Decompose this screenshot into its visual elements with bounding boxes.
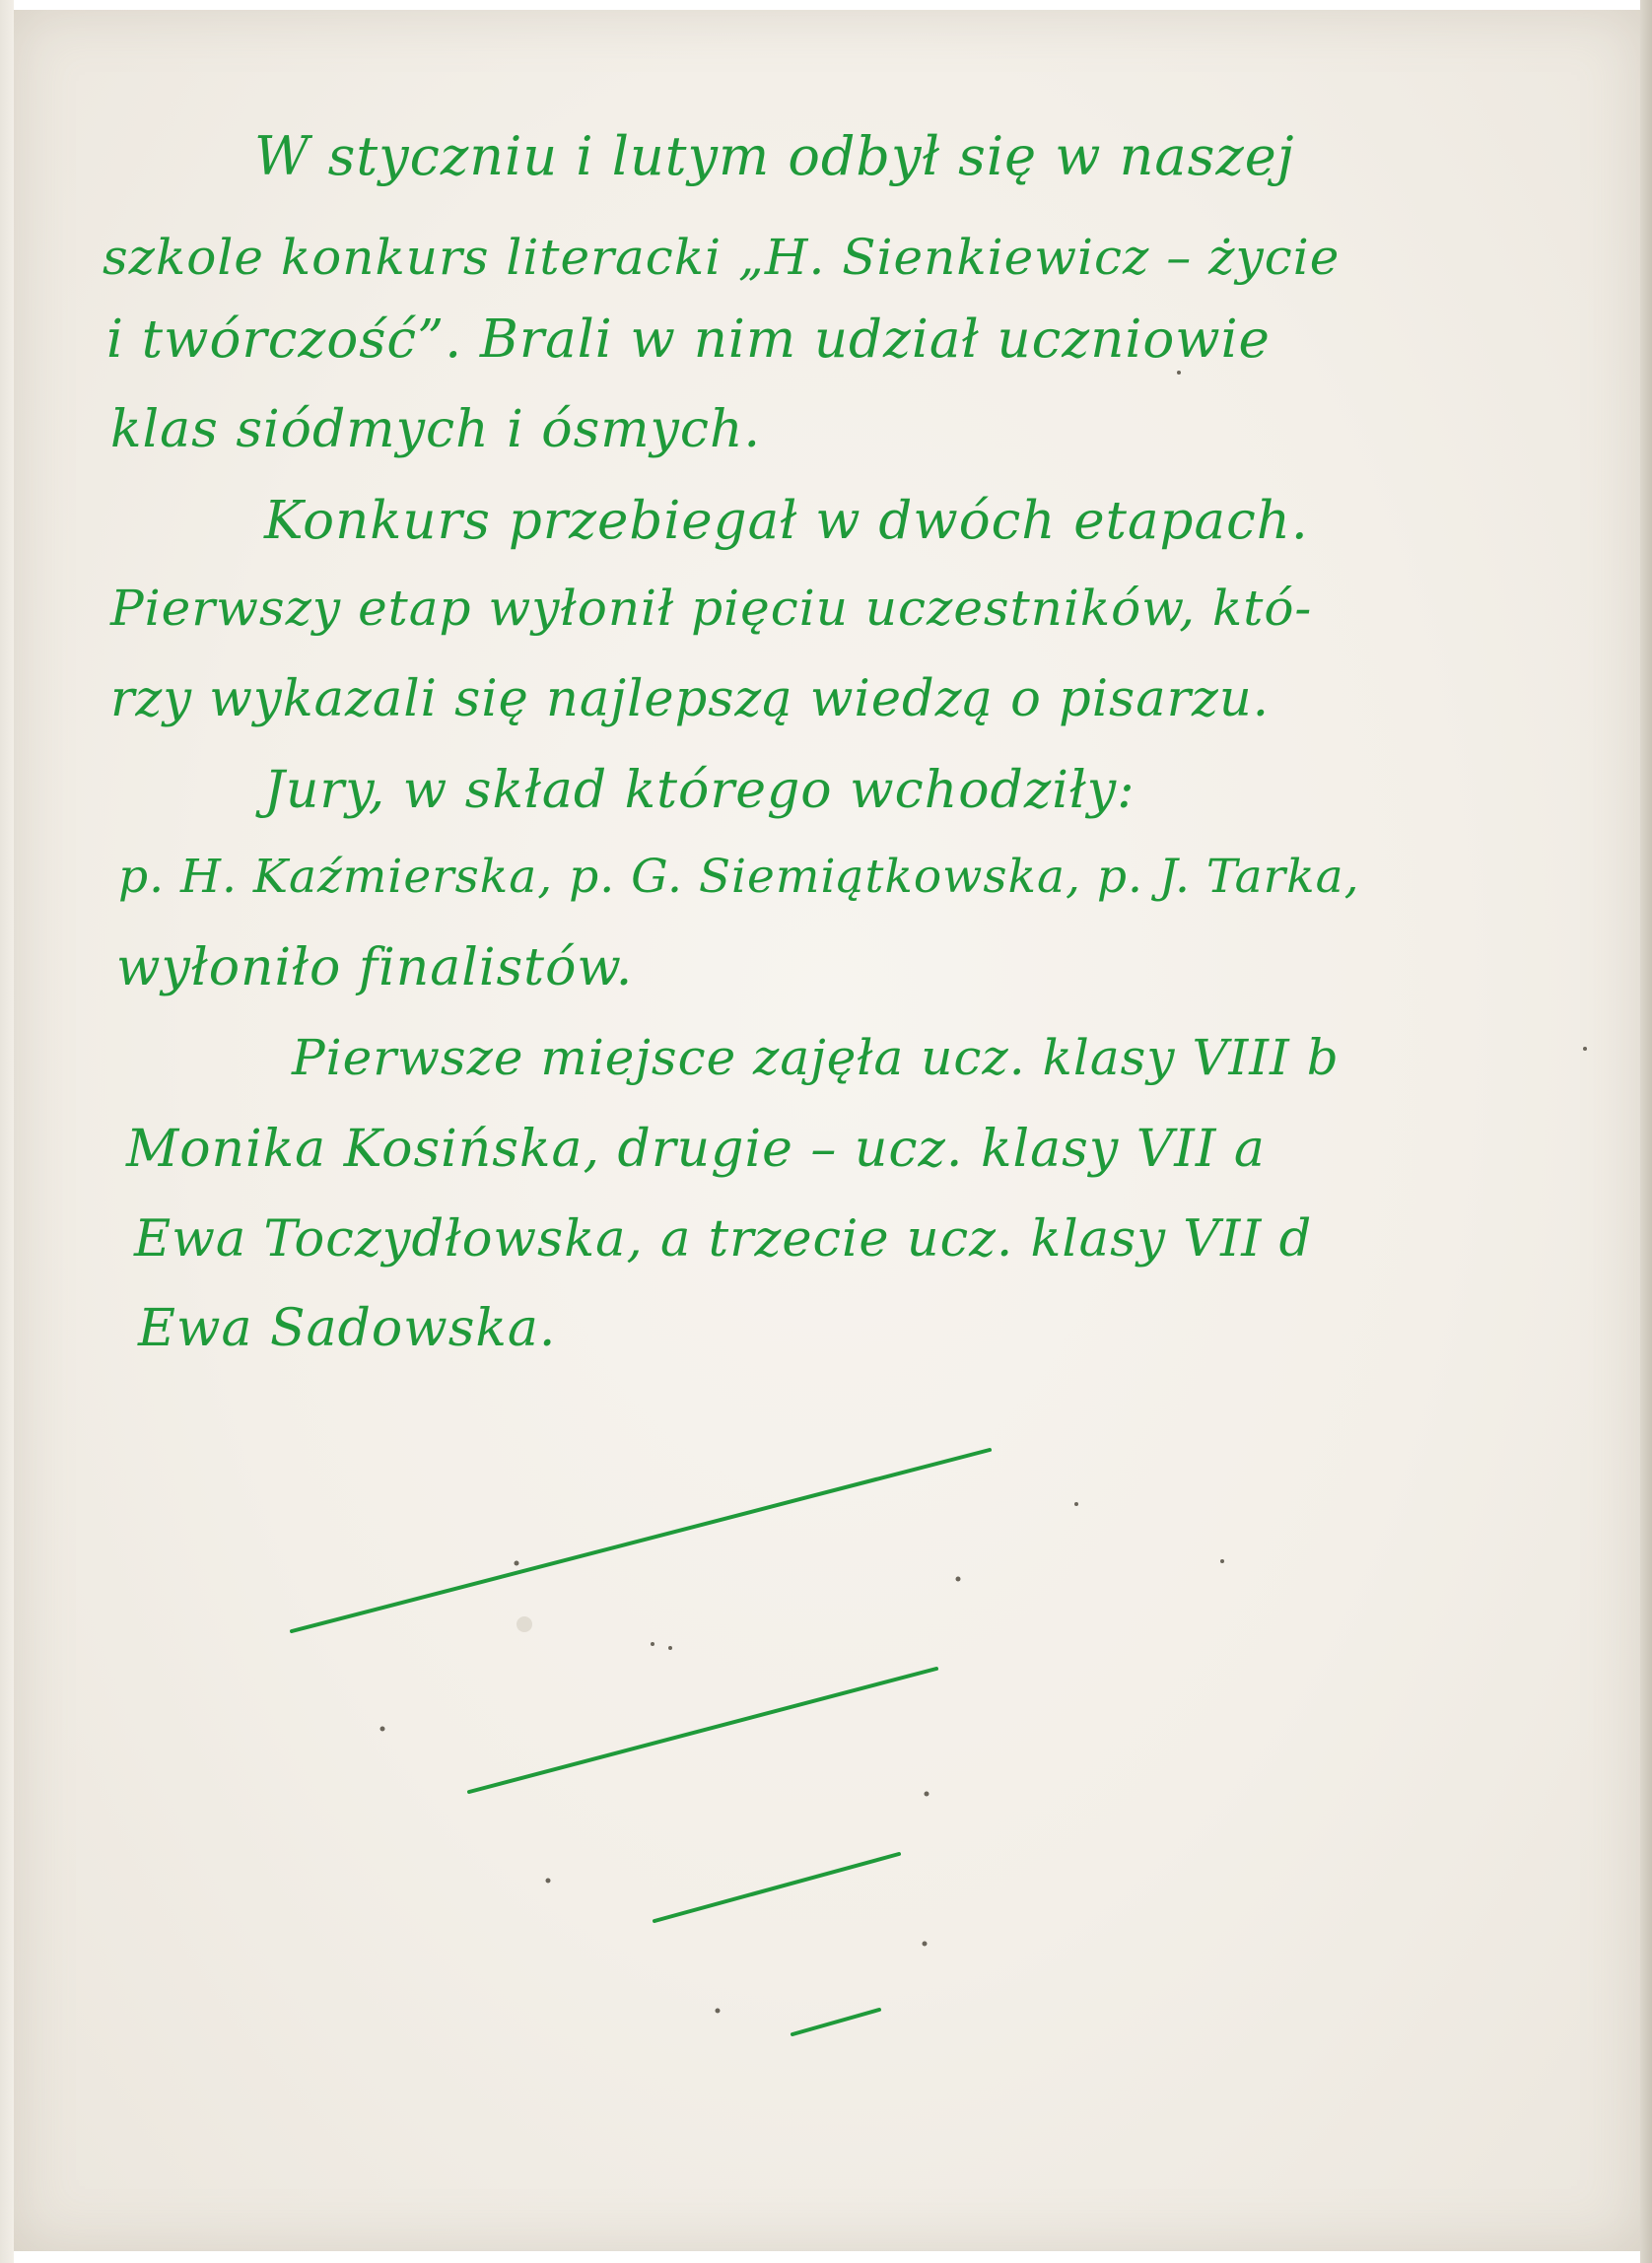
text-line-4: klas siódmych i ósmych. [110,400,762,459]
paper-speck [925,1792,929,1797]
paper-speck [1074,1502,1078,1506]
text-line-8: Jury, w skład którego wchodziły: [264,761,1136,820]
decorative-line-3 [654,1854,899,1921]
paper-stain [516,1616,532,1632]
decorative-line-4 [792,2010,879,2034]
text-line-1: W styczniu i lutym odbył się w naszej [254,125,1295,187]
text-line-3: i twórczość”. Brali w nim udział uczniowie [106,309,1271,370]
paper-speck [546,1879,551,1884]
text-line-5: Konkurs przebiegał w dwóch etapach. [264,491,1309,551]
text-line-9: p. H. Kaźmierska, p. G. Siemiątkowska, p. J. Tarka, [118,850,1360,904]
text-line-11: Pierwsze miejsce zajęła ucz. klasy VIII b [292,1029,1340,1086]
text-line-7: rzy wykazali się najlepszą wiedzą o pisarzu. [110,670,1270,728]
paper-speck [1220,1559,1224,1563]
paper-speck [515,1561,519,1566]
paper-speck [716,2009,721,2014]
text-line-6: Pierwszy etap wyłonił pięciu uczestników, któ- [110,580,1313,637]
paper-speck [651,1642,654,1646]
text-line-13: Ewa Toczydłowska, a trzecie ucz. klasy VII d [134,1210,1313,1269]
text-line-10: wyłoniło finalistów. [116,938,634,997]
text-line-12: Monika Kosińska, drugie – ucz. klasy VII a [126,1120,1266,1179]
decorative-line-2 [469,1669,936,1792]
paper-speck [1583,1047,1587,1051]
paper-speck [956,1577,961,1582]
text-line-2: szkole konkurs literacki „H. Sienkiewicz – życie [103,229,1341,286]
paper-speck [668,1646,672,1650]
paper-speck [1177,371,1181,375]
paper-speck [380,1727,385,1732]
decorative-line-1 [292,1450,990,1631]
paper-speck [923,1942,928,1947]
text-line-14: Ewa Sadowska. [138,1299,557,1358]
